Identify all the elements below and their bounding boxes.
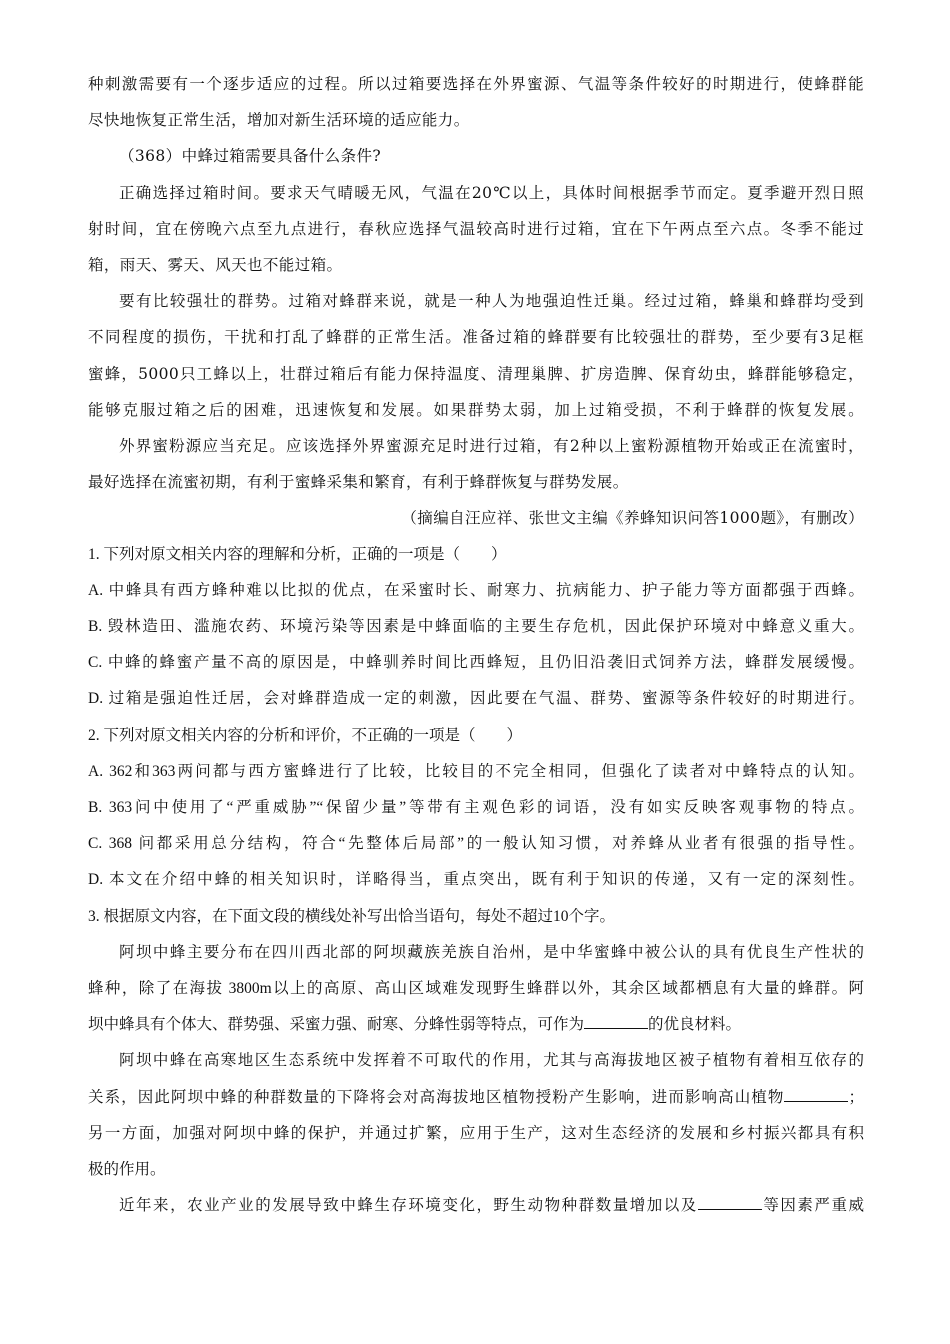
paragraph-line: 不同程度的损伤，干扰和打乱了蜂群的正常生活。准备过箱的蜂群要有比较强壮的群势，至少要有3足框 — [88, 328, 864, 347]
question-2-stem: 2. 下列对原文相关内容的分析和评价，不正确的一项是（ ） — [88, 726, 523, 744]
text-before-blank: 近年来，农业产业的发展导致中蜂生存环境变化，野生动物种群数量增加以及 — [119, 1197, 698, 1215]
passage-line: 尽快地恢复正常生活，增加对新生活环境的适应能力。 — [88, 111, 470, 130]
question-2-option-a: A. 362和363两问都与西方蜜蜂进行了比较，比较目的不完全相同，但强化了读者对中蜂特点的认知。 — [88, 762, 864, 780]
paragraph-line: 阿坝中蜂主要分布在四川西北部的阿坝藏族羌族自治州，是中华蜜蜂中被公认的具有优良生产性状的 — [119, 943, 864, 961]
paragraph-line: 蜂种，除了在海拔 3800m以上的高原、高山区域难发现野生蜂群以外，其余区域都栖息有大量的蜂群。阿 — [88, 980, 864, 998]
paragraph-line: 正确选择过箱时间。要求天气晴暖无风，气温在20℃以上，具体时间根据季节而定。夏季避开烈日照 — [119, 183, 864, 202]
text-before-blank: 关系，因此阿坝中蜂的种群数量的下降将会对高海拔地区植物授粉产生影响，进而影响高山植物 — [88, 1088, 785, 1106]
question-1-stem: 1. 下列对原文相关内容的理解和分析，正确的一项是（ ） — [88, 545, 507, 563]
paragraph-line-with-blank — [88, 1188, 864, 1224]
question-1-option-c: C. 中蜂的蜂蜜产量不高的原因是，中蜂驯养时间比西蜂短，且仍旧沿袭旧式饲养方法，蜂群发展缓慢。 — [88, 654, 864, 672]
document-page — [88, 66, 864, 1225]
section-heading-368: （368）中蜂过箱需要具备什么条件? — [119, 147, 382, 166]
paragraph-line: 能够克服过箱之后的困难，迅速恢复和发展。如果群势太弱，加上过箱受损，不利于蜂群的恢复发展。 — [88, 400, 864, 419]
text-before-blank: 坝中蜂具有个体大、群势强、采蜜力强、耐寒、分蜂性弱等特点，可作为 — [88, 1016, 585, 1034]
paragraph-line: 外界蜜粉源应当充足。应该选择外界蜜源充足时进行过箱，有2种以上蜜粉源植物开始或正在流蜜时， — [119, 437, 864, 456]
fill-in-blank-3[interactable] — [698, 1195, 762, 1210]
paragraph-line: 箱，雨天、雾天、风天也不能过箱。 — [88, 256, 343, 275]
paragraph-line: 射时间，宜在傍晚六点至九点进行，春秋应选择气温较高时进行过箱，宜在下午两点至六点。冬季不能过 — [88, 219, 864, 238]
paragraph-line: 要有比较强壮的群势。过箱对蜂群来说，就是一种人为地强迫性迁巢。经过过箱，蜂巢和蜂群均受到 — [119, 292, 864, 311]
paragraph-line: 蜜蜂，5000只工蜂以上，壮群过箱后有能力保持温度、清理巢脾、扩房造脾、保育幼虫，蜂群能够稳定， — [88, 364, 864, 383]
question-1-option-d: D. 过箱是强迫性迁居，会对蜂群造成一定的刺激，因此要在气温、群势、蜜源等条件较好的时期进行。 — [88, 690, 864, 708]
text-after-blank: ； — [848, 1088, 864, 1106]
question-2-option-c: C. 368 问都采用总分结构，符合“先整体后局部”的一般认知习惯，对养蜂从业者有很强的指导性。 — [88, 835, 864, 853]
paragraph-line-with-blank — [88, 1007, 864, 1043]
paragraph-line: 阿坝中蜂在高寒地区生态系统中发挥着不可取代的作用，尤其与高海拔地区被子植物有着相互依存的 — [119, 1052, 864, 1070]
fill-in-blank-2[interactable] — [784, 1087, 848, 1102]
question-2-option-b: B. 363问中使用了“严重威胁”“保留少量”等带有主观色彩的词语，没有如实反映客观事物的特点。 — [88, 799, 864, 817]
text-after-blank: 的优良材料。 — [648, 1016, 742, 1034]
question-1-option-a: A. 中蜂具有西方蜂种难以比拟的优点，在采蜜时长、耐寒力、抗病能力、护子能力等方面都强于西蜂。 — [88, 581, 864, 599]
paragraph-line: 另一方面，加强对阿坝中蜂的保护，并通过扩繁，应用于生产，这对生态经济的发展和乡村振兴都具有积 — [88, 1124, 864, 1142]
text-after-blank: 等因素严重威 — [761, 1197, 864, 1215]
fill-in-blank-1[interactable] — [584, 1014, 648, 1029]
paragraph-line-with-blank — [88, 1080, 864, 1116]
paragraph-line: 极的作用。 — [88, 1161, 166, 1179]
paragraph-line: 最好选择在流蜜初期，有利于蜜蜂采集和繁育，有利于蜂群恢复与群势发展。 — [88, 473, 629, 492]
source-citation: （摘编自汪应祥、张世文主编《养蜂知识问答1000题》，有删改） — [401, 509, 864, 528]
question-2-option-d: D. 本文在介绍中蜂的相关知识时，详略得当，重点突出，既有利于知识的传递，又有一定的深刻性。 — [88, 871, 864, 889]
question-1-option-b: B. 毁林造田、滥施农药、环境污染等因素是中蜂面临的主要生存危机，因此保护环境对中蜂意义重大。 — [88, 618, 864, 636]
question-3-stem: 3. 根据原文内容，在下面文段的横线处补写出恰当语句，每处不超过10个字。 — [88, 907, 616, 925]
passage-line: 种刺激需要有一个逐步适应的过程。所以过箱要选择在外界蜜源、气温等条件较好的时期进行，使蜂群能 — [88, 75, 864, 93]
